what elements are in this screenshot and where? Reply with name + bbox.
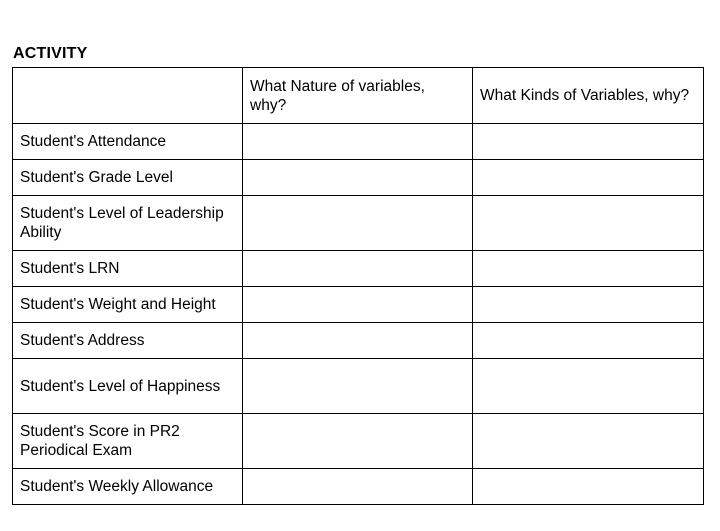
activity-title: ACTIVITY xyxy=(13,45,88,62)
nature-answer-cell[interactable] xyxy=(243,414,473,469)
kinds-answer-cell[interactable] xyxy=(473,251,704,287)
nature-answer-cell[interactable] xyxy=(243,359,473,414)
kinds-answer-cell[interactable] xyxy=(473,469,704,505)
kinds-answer-cell[interactable] xyxy=(473,359,704,414)
row-label-cell: Student's Grade Level xyxy=(13,160,243,196)
table-row xyxy=(13,323,704,359)
table-body xyxy=(13,124,704,505)
row-label-cell: Student's Address xyxy=(13,323,243,359)
table-row xyxy=(13,287,704,323)
nature-answer-cell[interactable] xyxy=(243,251,473,287)
kinds-answer-cell[interactable] xyxy=(473,124,704,160)
header-cell-empty xyxy=(13,68,243,124)
table-row xyxy=(13,469,704,505)
kinds-answer-cell[interactable] xyxy=(473,160,704,196)
table-row xyxy=(13,196,704,251)
table-row xyxy=(13,251,704,287)
nature-answer-cell[interactable] xyxy=(243,469,473,505)
row-label-cell: Student's Weight and Height xyxy=(13,287,243,323)
kinds-answer-cell[interactable] xyxy=(473,414,704,469)
kinds-answer-cell[interactable] xyxy=(473,196,704,251)
header-cell-kinds: What Kinds of Variables, why? xyxy=(473,68,704,124)
table-row xyxy=(13,160,704,196)
nature-answer-cell[interactable] xyxy=(243,287,473,323)
kinds-answer-cell[interactable] xyxy=(473,287,704,323)
nature-answer-cell[interactable] xyxy=(243,196,473,251)
nature-answer-cell[interactable] xyxy=(243,160,473,196)
table-row xyxy=(13,414,704,469)
table-row xyxy=(13,124,704,160)
table-row xyxy=(13,359,704,414)
row-label-cell: Student's Weekly Allowance xyxy=(13,469,243,505)
row-label-cell: Student's LRN xyxy=(13,251,243,287)
row-label-cell: Student's Attendance xyxy=(13,124,243,160)
nature-answer-cell[interactable] xyxy=(243,124,473,160)
row-label-cell: Student's Score in PR2 Periodical Exam xyxy=(13,414,243,469)
kinds-answer-cell[interactable] xyxy=(473,323,704,359)
table-header-row xyxy=(13,68,704,124)
activity-table xyxy=(12,67,704,505)
row-label-cell: Student's Level of Leadership Ability xyxy=(13,196,243,251)
row-label-cell: Student's Level of Happiness xyxy=(13,359,243,414)
nature-answer-cell[interactable] xyxy=(243,323,473,359)
header-cell-nature: What Nature of variables, why? xyxy=(243,68,473,124)
